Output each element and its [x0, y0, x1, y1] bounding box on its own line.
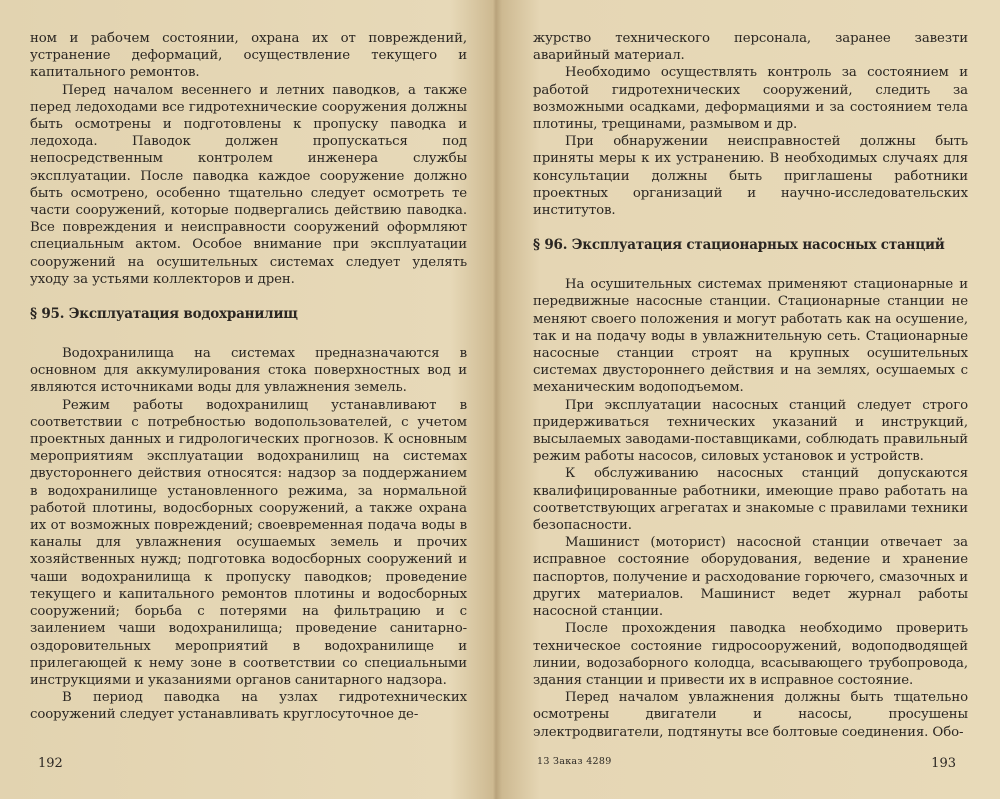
right-page	[507, 0, 1000, 799]
paragraph: На осушительных системах применяют стационарные и передвижные насосные станции. Стационарные станции не меняют своего положения и могут работать как на осушение, так и на подачу воды в увлажнительную сеть. Стационарные насосные станции строят на крупных осушительных системах двустороннего действия и на землях, осушаемых с механическим водоподъемом.	[533, 277, 968, 396]
section-heading: § 96. Эксплуатация стационарных насосных станций	[533, 237, 945, 254]
paragraph: К обслуживанию насосных станций допускаются квалифицированные работники, имеющие право работать на соответствующих агрегатах и знакомые с правилами техники безопасности.	[533, 466, 968, 534]
paragraph: Режим работы водохранилищ устанавливают в соответствии с потребностью водопользователей, с учетом проектных данных и гидрологических прогнозов. К основным мероприятиям эксплуатации водохранилищ на системах двустороннего действия относятся: надзор за поддержанием в водохранилище установленного режима, за нормальной работой плотины, водосборных сооружений, а также охрана их от возможных повреждений; своевременная подача воды в каналы для увлажнения осушаемых земель и прочих хозяйственных нужд; подготовка водосборных сооружений и чаши водохранилища к пропуску паводков; проведение текущего и капитального ремонтов плотины и водосборных сооружений; борьба с потерями на фильтрацию и с заилением чаши водохранилища; проведение санитарно-оздоровительных мероприятий в водохранилище и прилегающей к нему зоне в соответствии со специальными инструкциями и указаниями органов санитарного надзора.	[30, 397, 467, 688]
paragraph: В период паводка на узлах гидротехнических сооружений следует устанавливать круглосуточное де-	[30, 690, 467, 723]
paragraph: Необходимо осуществлять контроль за состоянием и работой гидротехнических сооружений, следить за возможными осадками, деформациями и за состоянием тела плотины, трещинами, размывом и др.	[533, 65, 968, 133]
section-heading: § 95. Эксплуатация водохранилищ	[30, 306, 298, 323]
paragraph: При эксплуатации насосных станций следует строго придерживаться технических указаний и инструкций, высылаемых заводами-поставщиками, соблюдать правильный режим работы насосов, силовых установок и устройств.	[533, 397, 968, 465]
page-number: 193	[931, 756, 956, 771]
paragraph: Водохранилища на системах предназначаются в основном для аккумулирования стока поверхностных вод и являются источниками воды для увлажнения земель.	[30, 346, 467, 396]
paragraph: Машинист (моторист) насосной станции отвечает за исправное состояние оборудования, ведение и хранение паспортов, получение и расходование горючего, смазочных и других материалов. Машинист ведет журнал работы насосной станции.	[533, 535, 968, 620]
paragraph: Перед началом весеннего и летних паводков, а также перед ледоходами все гидротехнические сооружения должны быть осмотрены и подготовлены к пропуску паводка и ледохода. Паводок должен пропускаться под непосредственным контролем инженера службы эксплуатации. После паводка каждое сооружение должно быть осмотрено, особенно тщательно следует осмотреть те части сооружений, которые подвергались действию паводка. Все повреждения и неисправности сооружений оформляют специальным актом. Особое внимание при эксплуатации сооружений на осушительных системах следует уделять уходу за устьями коллекторов и дрен.	[30, 82, 467, 287]
paragraph: После прохождения паводка необходимо проверить техническое состояние гидросооружений, водоподводящей линии, водозаборного колодца, всасывающего трубопровода, здания станции и привести их в исправное состояние.	[533, 621, 968, 688]
paragraph: журство технического персонала, заранее завезти аварийный материал.	[533, 31, 968, 64]
left-page-text	[30, 30, 467, 724]
left-page	[0, 0, 493, 799]
right-page-text	[533, 30, 968, 741]
paragraph: При обнаружении неисправностей должны быть приняты меры к их устранению. В необходимых случаях для консультации должны быть приглашены работники проектных организаций и научно-исследовательских институтов.	[533, 134, 968, 219]
paragraph: Перед началом увлажнения должны быть тщательно осмотрены двигатели и насосы, просушены электродвигатели, подтянуты все болтовые соединения. Обо-	[533, 690, 968, 740]
printer-signature: 13 Заказ 4289	[537, 756, 612, 767]
paragraph: ном и рабочем состоянии, охрана их от повреждений, устранение деформаций, осуществление текущего и капитального ремонтов.	[30, 31, 467, 81]
page-number: 192	[38, 756, 63, 771]
